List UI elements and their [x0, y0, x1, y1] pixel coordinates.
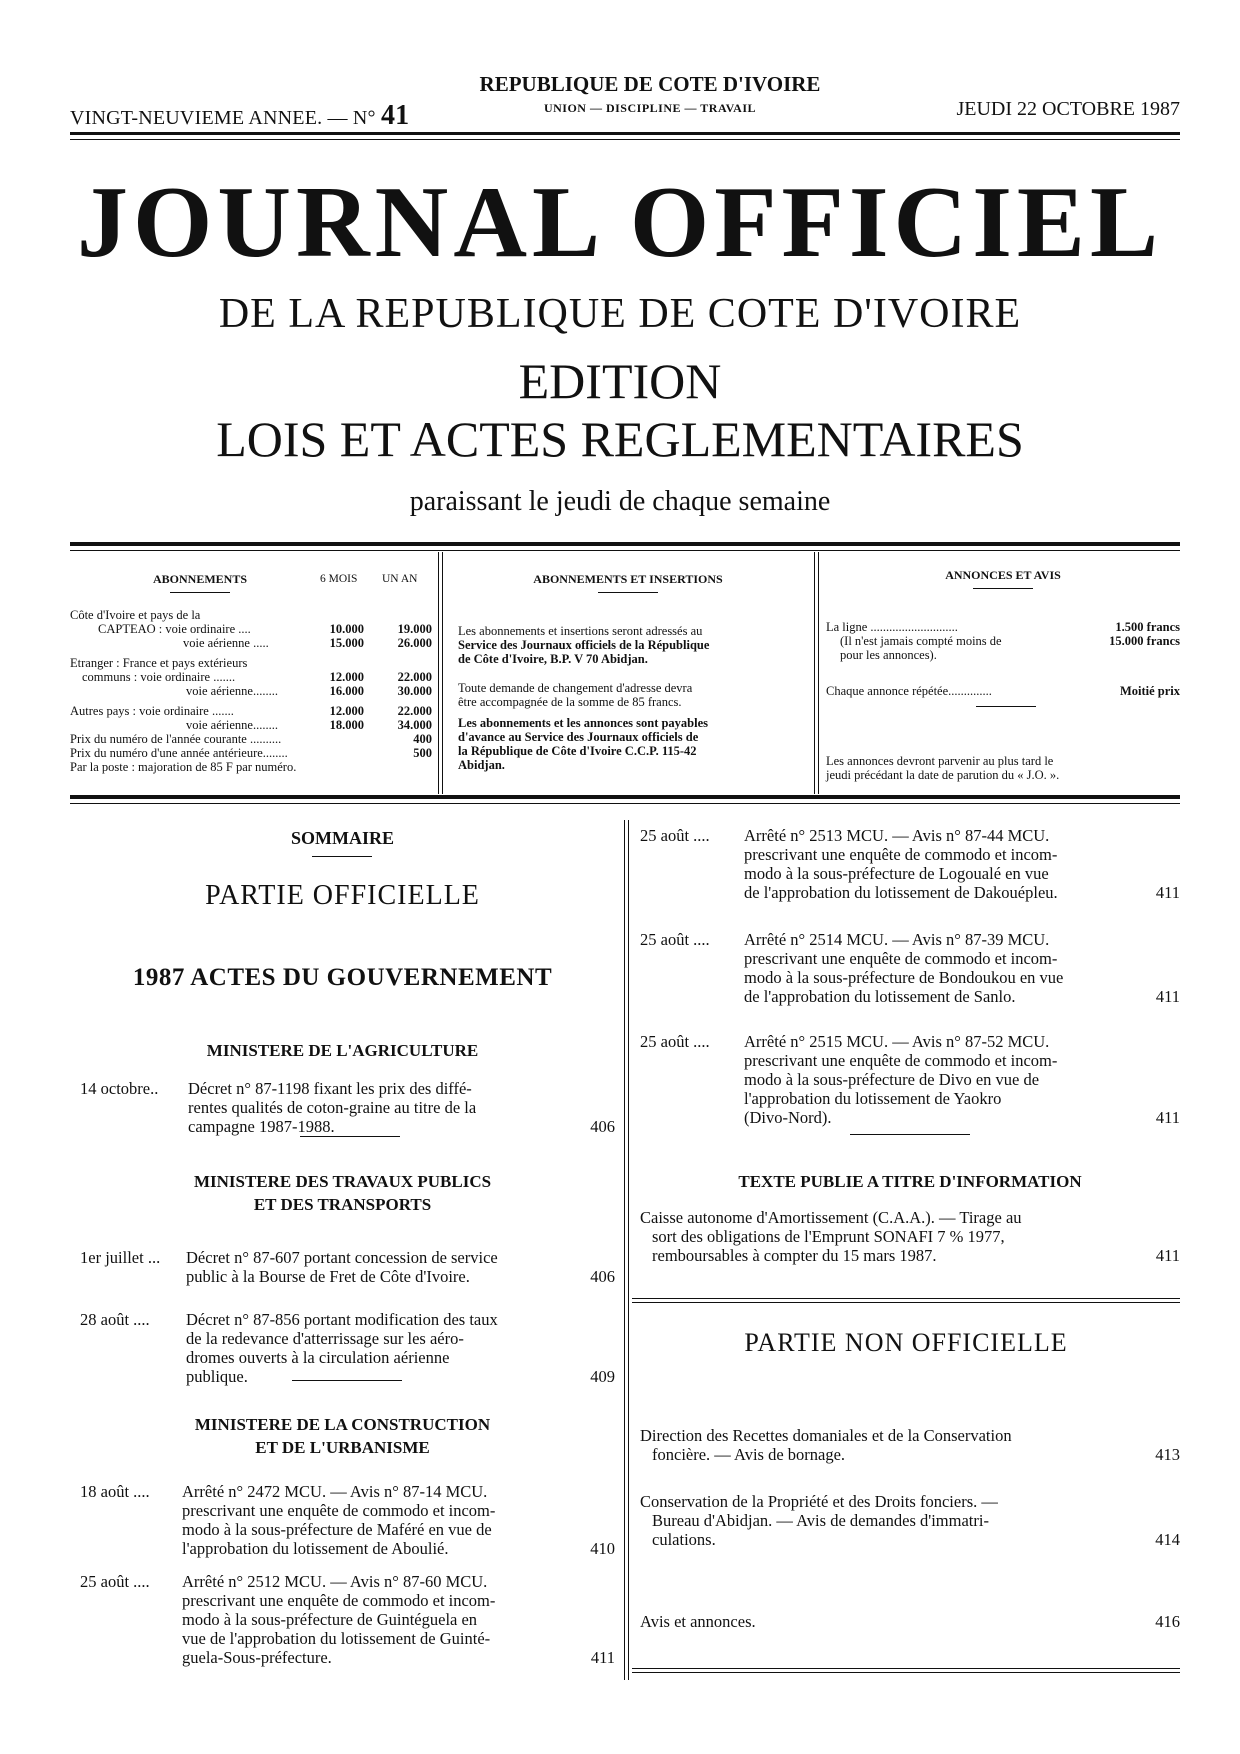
announcement-repeat-price: Chaque annonce répétée.............. Moitié prix	[826, 684, 1180, 698]
insertions-address-change: Toute demande de changement d'adresse devra être accompagnée de la somme de 85 francs.	[458, 681, 693, 709]
header-rule-thick	[70, 132, 1180, 135]
box-rule-bottom-thin	[70, 803, 1180, 804]
subscriptions-panel	[70, 568, 430, 788]
year-label: VINGT-NEUVIEME ANNEE. — N°	[70, 107, 376, 129]
column-divider-b	[628, 820, 629, 1680]
entry-non-official-3[interactable]	[640, 1612, 1180, 1636]
entry-right-2[interactable]	[640, 930, 1180, 1010]
journal-title: JOURNAL OFFICIEL	[77, 166, 1163, 279]
summary-title-underline	[312, 856, 372, 857]
entry-text: Arrêté n° 2514 MCU. — Avis n° 87-39 MCU. prescrivant une enquête de commodo et incom- modo à la sous-préfecture de Bondoukou en vue de l'approbation du lotissement de Sanlo.	[744, 930, 1064, 1006]
box-rule-top-thin	[70, 550, 1180, 551]
header-rule-thin	[70, 139, 1180, 140]
entry-text: Arrêté n° 2513 MCU. — Avis n° 87-44 MCU. prescrivant une enquête de commodo et incom- modo à la sous-préfecture de Logoualé en vue de l'approbation du lotissement de Dakouépleu.	[744, 826, 1058, 902]
info-text-title: TEXTE PUBLIE A TITRE D'INFORMATION	[738, 1172, 1082, 1191]
price-previous-issue: Prix du numéro d'une année antérieure........ 500	[70, 746, 432, 760]
ministry-agriculture: MINISTERE DE L'AGRICULTURE	[206, 1041, 479, 1060]
republic-name: REPUBLIQUE DE COTE D'IVOIRE	[479, 72, 821, 96]
entry-right-1[interactable]	[640, 826, 1180, 906]
entry-tp-1[interactable]	[80, 1248, 615, 1293]
journal-subtitle: DE LA REPUBLIQUE DE COTE D'IVOIRE	[218, 291, 1022, 337]
entry-page: 411	[1155, 883, 1180, 902]
non-official-part-title: PARTIE NON OFFICIELLE	[744, 1328, 1068, 1357]
insertions-panel	[452, 568, 804, 788]
entry-text: Conservation de la Propriété et des Droits fonciers. — Bureau d'Abidjan. — Avis de demandes d'immatri- culations.	[640, 1492, 998, 1549]
entry-page: 406	[590, 1117, 615, 1136]
box-rule-top-thick	[70, 542, 1180, 546]
entry-agri-1[interactable]	[80, 1079, 615, 1159]
entry-page: 416	[1155, 1612, 1180, 1631]
entry-date: 18 août ....	[80, 1482, 150, 1501]
entry-separator	[300, 1136, 400, 1137]
postage-surcharge: Par la poste : majoration de 85 F par numéro.	[70, 760, 297, 774]
publication-frequency: paraissant le jeudi de chaque semaine	[409, 486, 831, 517]
announcement-minimum-note: pour les annonces).	[840, 648, 937, 662]
republic-motto: UNION — DISCIPLINE — TRAVAIL	[543, 101, 757, 115]
box-divider-2a	[814, 552, 815, 794]
entry-date: 28 août ....	[80, 1310, 150, 1329]
entry-separator	[850, 1134, 970, 1135]
tarif-region3-ordinary: Autres pays : voie ordinaire ....... 12.000 22.000	[70, 704, 432, 718]
entry-text: Arrêté n° 2515 MCU. — Avis n° 87-52 MCU. prescrivant une enquête de commodo et incom- modo à la sous-préfecture de Divo en vue de l'approbation du lotissement de Yaokro (Divo-Nord).	[744, 1032, 1058, 1127]
tarif-region1-label: Côte d'Ivoire et pays de la	[70, 608, 201, 622]
edition-name: LOIS ET ACTES REGLEMENTAIRES	[216, 411, 1024, 467]
entry-page: 411	[590, 1648, 615, 1667]
entry-constr-2[interactable]	[80, 1572, 615, 1672]
entry-text: Direction des Recettes domaniales et de la Conservation foncière. — Avis de bornage.	[640, 1426, 1012, 1464]
entry-separator	[292, 1380, 402, 1381]
non-official-rule-top-a	[632, 1298, 1180, 1299]
non-official-rule-bottom-b	[632, 1672, 1180, 1673]
entry-page: 414	[1155, 1530, 1180, 1549]
announcements-header: ANNONCES ET AVIS	[945, 568, 1061, 582]
non-official-rule-top-b	[632, 1302, 1180, 1303]
entry-text: Décret n° 87-1198 fixant les prix des diffé- rentes qualités de coton-graine au titre de la campagne 1987-1988.	[188, 1079, 477, 1136]
entry-text: Décret n° 87-856 portant modification des taux de la redevance d'atterrissage sur les aéro- dromes ouverts à la circulation aérienne publique.	[186, 1310, 498, 1386]
entry-date: 1er juillet ...	[80, 1248, 161, 1267]
insertions-header-underline	[598, 592, 658, 593]
issue-number: 41	[380, 100, 410, 131]
announcement-deadline: Les annonces devront parvenir au plus tard le jeudi précédant la date de parution du « J.O. ».	[826, 754, 1060, 782]
tarif-region3-air: voie aérienne........ 18.000 34.000	[186, 718, 432, 732]
announcement-line-price: La ligne ............................ 1.500 francs	[826, 620, 1180, 634]
tarif-region2-ordinary: communs : voie ordinaire ....... 12.000 22.000	[82, 670, 432, 684]
insertions-header: ABONNEMENTS ET INSERTIONS	[533, 572, 723, 586]
entry-text: Arrêté n° 2512 MCU. — Avis n° 87-60 MCU. prescrivant une enquête de commodo et incom- modo à la sous-préfecture de Guintéguela en vue de l'approbation du lotissement de Guinté- guela-Sous-préfecture.	[182, 1572, 496, 1667]
issue-date: JEUDI 22 OCTOBRE 1987	[956, 98, 1180, 120]
tarif-region2-air: voie aérienne........ 16.000 30.000	[186, 684, 432, 698]
entry-non-official-2[interactable]	[640, 1492, 1180, 1552]
col-one-year: UN AN	[382, 573, 418, 585]
box-divider-1a	[438, 552, 439, 794]
summary-title: SOMMAIRE	[291, 828, 394, 848]
entry-date: 14 octobre..	[80, 1079, 159, 1098]
entry-text: Caisse autonome d'Amortissement (C.A.A.). — Tirage au sort des obligations de l'Emprunt SONAFI 7 % 1977, remboursables à compter du 15 mars 1987.	[640, 1208, 1022, 1265]
entry-date: 25 août ....	[80, 1572, 150, 1591]
entry-page: 413	[1155, 1445, 1180, 1464]
issue-line	[70, 100, 409, 132]
entry-page: 406	[590, 1267, 615, 1286]
price-current-issue: Prix du numéro de l'année courante .......... 400	[70, 732, 432, 746]
subscriptions-header-underline	[170, 592, 230, 593]
entry-text: Avis et annonces.	[640, 1612, 756, 1631]
ministry-construction: MINISTERE DE LA CONSTRUCTION ET DE L'URBANISME	[194, 1415, 491, 1457]
entry-page: 411	[1155, 1108, 1180, 1127]
entry-text: Arrêté n° 2472 MCU. — Avis n° 87-14 MCU. prescrivant une enquête de commodo et incom- modo à la sous-préfecture de Maféré en vue de l'approbation du lotissement de Aboulié.	[182, 1482, 496, 1558]
announcements-panel	[826, 568, 1180, 788]
insertions-address: Les abonnements et insertions seront adressés au Service des Journaux officiels de la République de Côte d'Ivoire, B.P. V 70 Abidjan.	[458, 624, 710, 666]
insertions-payment: Les abonnements et les annonces sont payables d'avance au Service des Journaux officiels de la République de Côte d'Ivoire C.C.P. 115-42 Abidjan.	[458, 716, 709, 772]
entry-right-3[interactable]	[640, 1032, 1180, 1132]
entry-date: 25 août ....	[640, 1032, 710, 1051]
entry-text: Décret n° 87-607 portant concession de service public à la Bourse de Fret de Côte d'Ivoire.	[186, 1248, 498, 1286]
col-6-months: 6 MOIS	[320, 573, 358, 585]
entry-non-official-1[interactable]	[640, 1426, 1180, 1471]
edition-label: EDITION	[518, 353, 722, 409]
box-divider-2b	[818, 552, 819, 794]
box-divider-1b	[442, 552, 443, 794]
announcements-mid-rule	[976, 706, 1036, 707]
box-rule-bottom-thick	[70, 795, 1180, 799]
entry-date: 25 août ....	[640, 826, 710, 845]
official-part-title: PARTIE OFFICIELLE	[205, 880, 480, 911]
entry-date: 25 août ....	[640, 930, 710, 949]
announcements-header-underline	[973, 588, 1033, 589]
entry-constr-1[interactable]	[80, 1482, 615, 1562]
ministry-public-works: MINISTERE DES TRAVAUX PUBLICS ET DES TRANSPORTS	[193, 1172, 492, 1214]
entry-page: 411	[1155, 1246, 1180, 1265]
non-official-rule-bottom-a	[632, 1668, 1180, 1669]
tarif-region2-label: Etranger : France et pays extérieurs	[70, 656, 248, 670]
entry-info-1[interactable]	[640, 1208, 1180, 1268]
announcement-minimum: (Il n'est jamais compté moins de 15.000 francs	[840, 634, 1180, 648]
entry-tp-2[interactable]	[80, 1310, 615, 1390]
entry-page: 411	[1155, 987, 1180, 1006]
subscriptions-header: ABONNEMENTS	[152, 572, 247, 586]
tarif-region1-ordinary: CAPTEAO : voie ordinaire .... 10.000 19.000	[98, 622, 432, 636]
tarif-region1-air: voie aérienne ..... 15.000 26.000	[183, 636, 432, 650]
entry-page: 409	[590, 1367, 615, 1386]
column-divider-a	[624, 820, 625, 1680]
entry-page: 410	[590, 1539, 615, 1558]
gov-acts-title: 1987 ACTES DU GOUVERNEMENT	[132, 964, 553, 991]
republic-block	[440, 72, 860, 116]
